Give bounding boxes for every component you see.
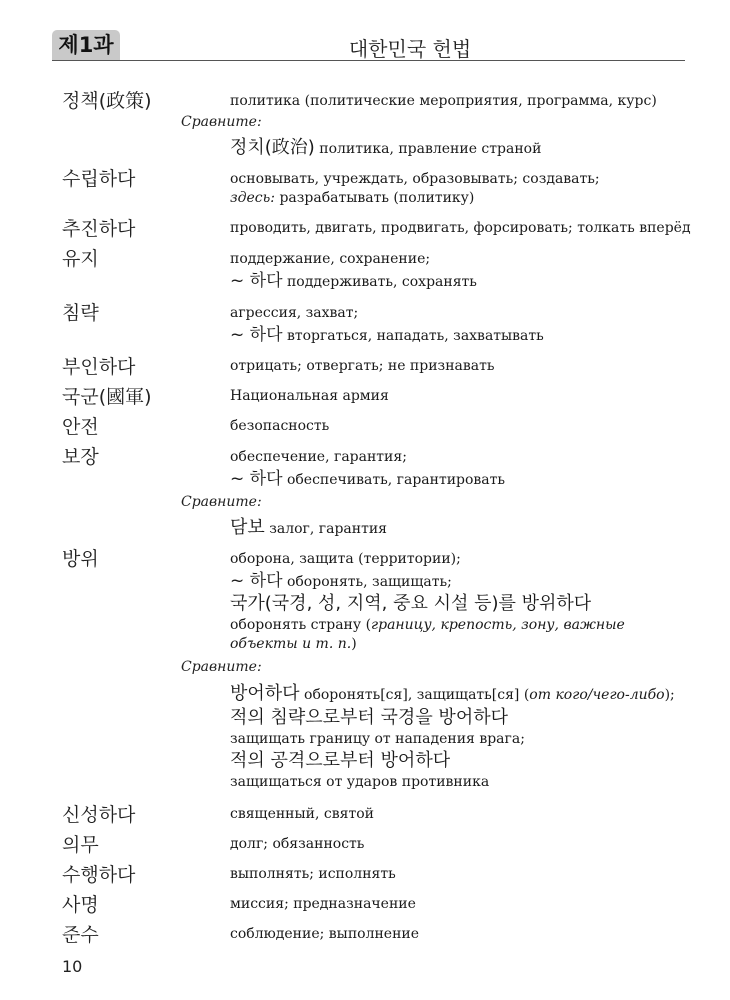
entry-word: 안전 (62, 416, 99, 438)
entry-definition: долг; обязанность (230, 836, 365, 852)
entry-word: 준수 (62, 924, 99, 946)
entry-word: 신성하다 (62, 804, 136, 826)
entry-word: 수행하다 (62, 864, 136, 886)
entry-definition: обеспечение, гарантия; ~ 하다 обеспечивать, гарантировать (230, 449, 506, 489)
entry-word: 사명 (62, 894, 99, 916)
entry-definition: поддержание, сохранение; ~ 하다 поддерживать, сохранять (230, 251, 477, 291)
entry-definition: выполнять; исполнять (230, 866, 396, 882)
compare-label: Сравните: (181, 114, 262, 130)
entry-word: 수립하다 (62, 168, 136, 190)
entry-word: 정책(政策) (62, 90, 152, 112)
entry-word: 의무 (62, 834, 99, 856)
entry-definition: священный, святой (230, 806, 374, 822)
entry-definition: проводить, двигать, продвигать, форсировать; толкать вперёд (230, 220, 691, 236)
compare-entry: 담보 залог, гарантия (230, 517, 388, 538)
compare-entry: 방어하다 оборонять[ся], защищать[ся] (от кого/чего-либо); 적의 침략으로부터 국경을 방어하다 защищать границу от нападения врага; 적의 공격으로부터 방어하다 защищаться от ударов противника (230, 683, 675, 790)
chapter-tab: 제1과 (52, 30, 120, 60)
entry-word: 방위 (62, 548, 99, 570)
entry-definition: соблюдение; выполнение (230, 926, 420, 942)
entry-word: 유지 (62, 248, 99, 270)
entry-definition: Национальная армия (230, 388, 389, 404)
entry-definition: политика (политические мероприятия, программа, курс) (230, 93, 657, 109)
entry-definition: основывать, учреждать, образовывать; создавать; здесь: разрабатывать (политику) (230, 171, 600, 206)
entry-definition: миссия; предназначение (230, 896, 416, 912)
entry-word: 국군(國軍) (62, 386, 152, 408)
entry-definition: оборона, защита (территории); ~ 하다 оборонять, защищать; 국가(국경, 성, 지역, 중요 시설 등)를 방위하다 оборонять страну (границу, крепость, зону, важные объекты и т. п.) (230, 551, 625, 652)
entry-word: 보장 (62, 446, 99, 468)
page-title: 대한민국 헌법 (348, 37, 472, 61)
compare-label: Сравните: (181, 659, 262, 675)
entry-definition: отрицать; отвергать; не признавать (230, 358, 495, 374)
entry-definition: агрессия, захват; ~ 하다 вторгаться, нападать, захватывать (230, 305, 544, 345)
entry-definition: безопасность (230, 418, 330, 434)
entry-word: 부인하다 (62, 356, 136, 378)
compare-entry: 정치(政治) политика, правление страной (230, 137, 542, 158)
entry-word: 추진하다 (62, 218, 136, 240)
entry-word: 침략 (62, 302, 99, 324)
compare-label: Сравните: (181, 494, 262, 510)
page-number: 10 (62, 957, 83, 976)
